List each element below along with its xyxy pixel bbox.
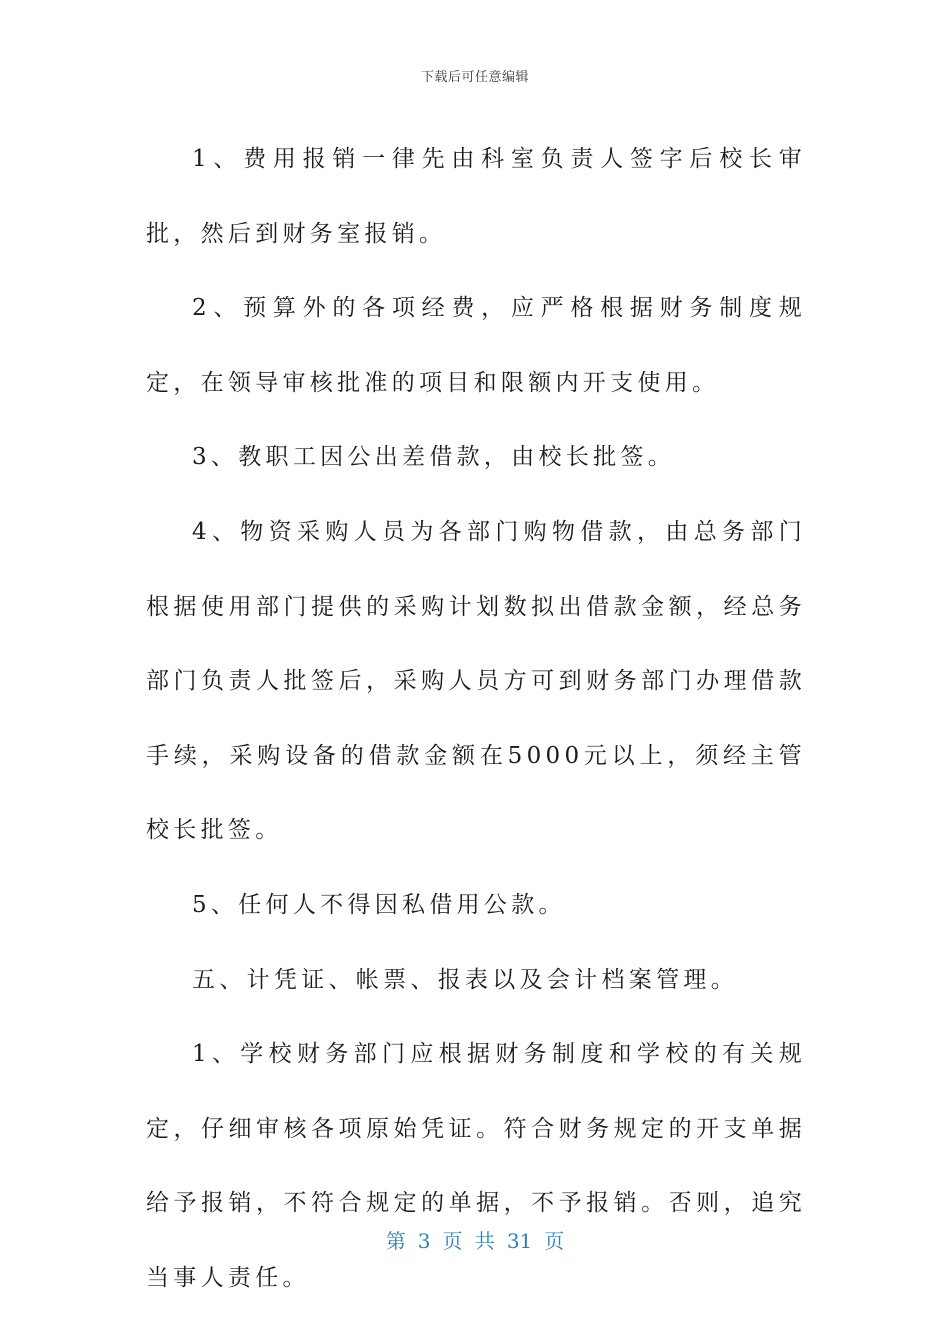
footer-current-page: 3	[417, 1229, 431, 1253]
paragraph-4: 4、物资采购人员为各部门购物借款，由总务部门根据使用部门提供的采购计划数拟出借款金额，经总务部门负责人批签后，采购人员方可到财务部门办理借款手续，采购设备的借款金额在5000元以上，须经主管校长批签。	[146, 518, 806, 844]
paragraph-1: 1、费用报销一律先由科室负责人签字后校长审批，然后到财务室报销。	[146, 146, 806, 247]
footer-total-pages: 31	[506, 1229, 533, 1253]
body-text	[146, 122, 806, 1316]
paragraph-3: 3、教职工因公出差借款，由校长批签。	[192, 444, 676, 471]
footer-middle: 页 共	[442, 1229, 495, 1253]
paragraph-5: 5、任何人不得因私借用公款。	[192, 891, 566, 918]
header-note: 下载后可任意编辑	[420, 70, 529, 85]
footer-suffix: 页	[544, 1229, 565, 1253]
section-heading: 五、计凭证、帐票、报表以及会计档案管理。	[192, 966, 738, 993]
page-number-footer	[0, 1225, 950, 1254]
paragraph-2: 2、预算外的各项经费，应严格根据财务制度规定，在领导审核批准的项目和限额内开支使用。	[146, 295, 806, 396]
footer-prefix: 第	[385, 1229, 406, 1253]
paragraph-6: 1、学校财务部门应根据财务制度和学校的有关规定，仔细审核各项原始凭证。符合财务规定的开支单据给予报销，不符合规定的单据，不予报销。否则，追究当事人责任。	[146, 1041, 806, 1291]
